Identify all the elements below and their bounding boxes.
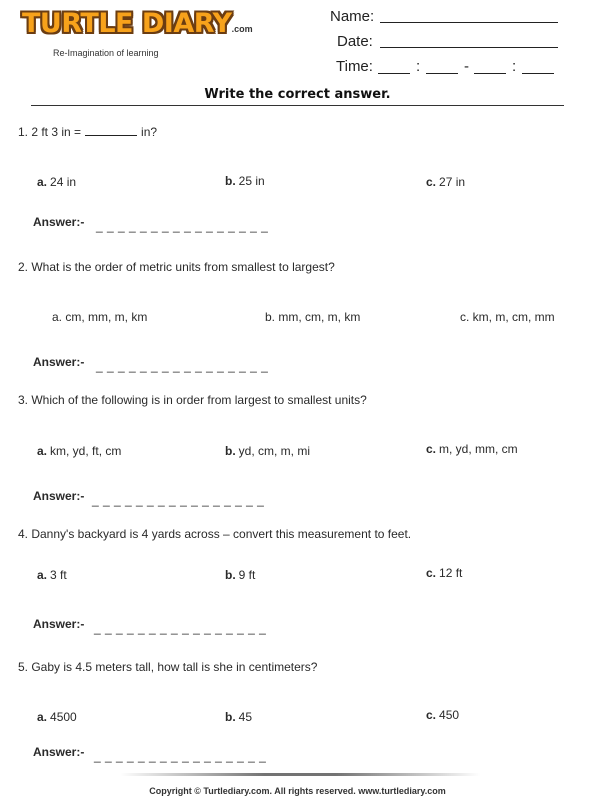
option-text: 3 ft	[50, 568, 67, 582]
time-colon-1: :	[416, 58, 421, 75]
option-text: 9 ft	[238, 568, 256, 582]
question-4-option-a[interactable]	[37, 568, 67, 582]
question-1-option-a[interactable]	[37, 175, 76, 189]
logo-suffix: .com	[231, 24, 253, 34]
worksheet-title: Write the correct answer.	[204, 87, 391, 102]
question-3-answer-field[interactable]: _ _ _ _ _ _ _ _ _ _ _ _ _ _ _ _	[92, 493, 265, 507]
logo-wordmark: TURTLE DIARY	[22, 8, 232, 39]
option-text: km, yd, ft, cm	[50, 444, 122, 458]
time-dash: -	[464, 58, 469, 75]
footer-divider	[120, 773, 480, 776]
option-letter: c.	[426, 566, 437, 580]
question-1-text-after: in?	[141, 125, 158, 139]
title-divider	[31, 105, 564, 106]
logo-tagline: Re-Imagination of learning	[53, 48, 159, 58]
question-2-answer-field[interactable]: _ _ _ _ _ _ _ _ _ _ _ _ _ _ _ _	[96, 359, 269, 373]
option-text: 27 in	[439, 175, 466, 189]
option-letter: a.	[37, 710, 48, 724]
option-letter: a.	[37, 444, 48, 458]
question-4-option-c[interactable]	[426, 566, 462, 580]
option-text: 24 in	[50, 175, 77, 189]
option-letter: c.	[426, 175, 437, 189]
name-field[interactable]	[380, 22, 558, 23]
question-1-option-c[interactable]	[426, 175, 465, 189]
question-1	[18, 125, 157, 139]
question-5-answer-label: Answer:-	[33, 745, 85, 759]
question-5-text: 5. Gaby is 4.5 meters tall, how tall is she in centimeters?	[18, 660, 318, 674]
option-text: 4500	[50, 710, 77, 724]
option-text: 12 ft	[439, 566, 463, 580]
question-4-option-b[interactable]	[225, 568, 255, 582]
option-letter: b.	[225, 568, 236, 582]
question-2-option-b[interactable]: b. mm, cm, m, km	[265, 310, 361, 324]
question-3-text: 3. Which of the following is in order from largest to smallest units?	[18, 393, 367, 407]
time-end-hour-field[interactable]	[474, 73, 506, 74]
question-1-blank[interactable]	[85, 125, 137, 136]
copyright-footer: Copyright © Turtlediary.com. All rights reserved. www.turtlediary.com	[149, 786, 446, 796]
question-5-option-b[interactable]	[225, 710, 252, 724]
option-text: 45	[238, 710, 253, 724]
question-1-option-b[interactable]	[225, 174, 265, 188]
question-3-option-b[interactable]	[225, 444, 310, 458]
question-2-option-c[interactable]: c. km, m, cm, mm	[460, 310, 555, 324]
option-letter: a.	[37, 568, 48, 582]
option-letter: b.	[225, 710, 236, 724]
option-letter: b.	[225, 444, 236, 458]
question-4-text: 4. Danny's backyard is 4 yards across – convert this measurement to feet.	[18, 527, 412, 541]
question-1-answer-field[interactable]: _ _ _ _ _ _ _ _ _ _ _ _ _ _ _ _	[96, 219, 269, 233]
option-letter: b.	[225, 174, 236, 188]
question-3-option-a[interactable]	[37, 444, 121, 458]
date-field[interactable]	[380, 47, 558, 48]
question-1-answer-label: Answer:-	[33, 215, 85, 229]
question-3-answer-label: Answer:-	[33, 489, 85, 503]
option-letter: c.	[426, 708, 437, 722]
option-letter: a.	[37, 175, 48, 189]
question-2-answer-label: Answer:-	[33, 355, 85, 369]
option-letter: c.	[426, 442, 437, 456]
option-text: 25 in	[238, 174, 265, 188]
time-start-hour-field[interactable]	[378, 73, 410, 74]
question-4-answer-field[interactable]: _ _ _ _ _ _ _ _ _ _ _ _ _ _ _ _	[94, 621, 267, 635]
time-colon-2: :	[512, 58, 517, 75]
question-2-option-a[interactable]: a. cm, mm, m, km	[52, 310, 148, 324]
time-start-minute-field[interactable]	[426, 73, 458, 74]
question-1-text-before: 1. 2 ft 3 in =	[18, 125, 82, 139]
question-2-text: 2. What is the order of metric units from smallest to largest?	[18, 260, 335, 274]
time-label: Time:	[336, 58, 373, 75]
option-text: m, yd, mm, cm	[439, 442, 518, 456]
option-text: yd, cm, m, mi	[238, 444, 311, 458]
name-label: Name:	[330, 8, 375, 25]
question-5-option-c[interactable]	[426, 708, 459, 722]
question-3-option-c[interactable]	[426, 442, 518, 456]
date-label: Date:	[337, 33, 373, 50]
time-end-minute-field[interactable]	[522, 73, 554, 74]
question-5-answer-field[interactable]: _ _ _ _ _ _ _ _ _ _ _ _ _ _ _ _	[94, 749, 267, 763]
question-4-answer-label: Answer:-	[33, 617, 85, 631]
option-text: 450	[439, 708, 460, 722]
question-5-option-a[interactable]	[37, 710, 77, 724]
